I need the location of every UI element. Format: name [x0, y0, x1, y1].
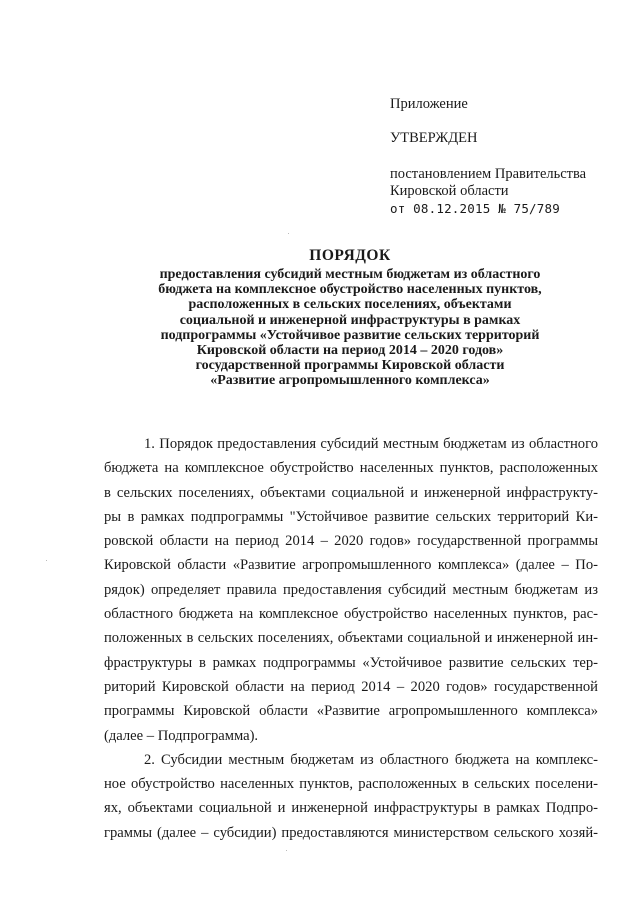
title-line: подпрограммы «Устойчивое развитие сельских территорий — [160, 327, 540, 343]
body-line: ровской области на период 2014 – 2020 годов» государственной программы — [104, 533, 598, 550]
approval-stamp-block — [390, 96, 630, 217]
body-line: Кировской области «Развитие агропромышленного комплекса» (далее – По- — [104, 557, 598, 574]
body-line: 2. Субсидии местным бюджетам из областного бюджета на комплекс- — [144, 751, 598, 768]
body-line: 1. Порядок предоставления субсидий местным бюджетам из областного — [144, 436, 598, 452]
paragraph-2 — [104, 748, 598, 845]
title-main: ПОРЯДОК — [309, 247, 391, 264]
scan-speck — [46, 560, 47, 561]
body-line: ное обустройство населенных пунктов, расположенных в сельских поселени- — [104, 776, 598, 793]
document-body — [104, 432, 598, 845]
body-line: фраструктуры в рамках подпрограммы «Устойчивое развитие сельских тер- — [104, 654, 598, 671]
body-line: в сельских поселениях, объектами социальной и инженерной инфраструкту- — [104, 484, 598, 501]
body-line: граммы (далее – субсидии) предоставляются министерством сельского хозяй- — [104, 824, 598, 841]
title-line: бюджета на комплексное обустройство населенных пунктов, — [158, 282, 542, 298]
body-line: положенных в сельских поселениях, объектами социальной и инженерной ин- — [104, 630, 598, 647]
title-line: государственной программы Кировской области — [195, 358, 505, 374]
body-line: программы Кировской области «Развитие агропромышленного комплекса» — [104, 703, 598, 720]
title-line: предоставления субсидий местным бюджетам из областного — [159, 267, 541, 282]
annex-label: Приложение — [390, 96, 468, 112]
document-title — [100, 247, 600, 389]
body-line: рядок) определяет правила предоставления субсидий местным бюджетам из — [104, 581, 598, 598]
decree-reference: от 08.12.2015 № 75/789 — [390, 201, 560, 216]
body-line: ры в рамках подпрограммы "Устойчивое развитие сельских территорий Ки- — [104, 508, 598, 525]
title-line: Кировской области на период 2014 – 2020 годов» — [196, 343, 504, 359]
approved-label: УТВЕРЖДЕН — [390, 130, 478, 146]
paragraph-1 — [104, 432, 598, 748]
decree-line-2: Кировской области — [390, 183, 509, 199]
body-line: (далее – Подпрограмма). — [104, 727, 259, 744]
body-line: ях, объектами социальной и инженерной инфраструктуры в рамках Подпро- — [104, 800, 598, 817]
body-line: риторий Кировской области на период 2014 – 2020 годов» государственной — [104, 678, 598, 695]
body-line: бюджета на комплексное обустройство населенных пунктов, расположенных — [104, 460, 598, 477]
title-subtitle — [100, 267, 600, 389]
scan-speck — [286, 850, 287, 851]
title-line: расположенных в сельских поселениях, объектами — [188, 297, 512, 313]
scan-speck — [288, 233, 289, 234]
decree-line-1: постановлением Правительства — [390, 166, 587, 182]
title-line: «Развитие агропромышленного комплекса» — [210, 373, 490, 389]
body-line: областного бюджета на комплексное обустройство населенных пунктов, рас- — [104, 606, 598, 623]
title-line: социальной и инженерной инфраструктуры в рамках — [179, 312, 521, 328]
